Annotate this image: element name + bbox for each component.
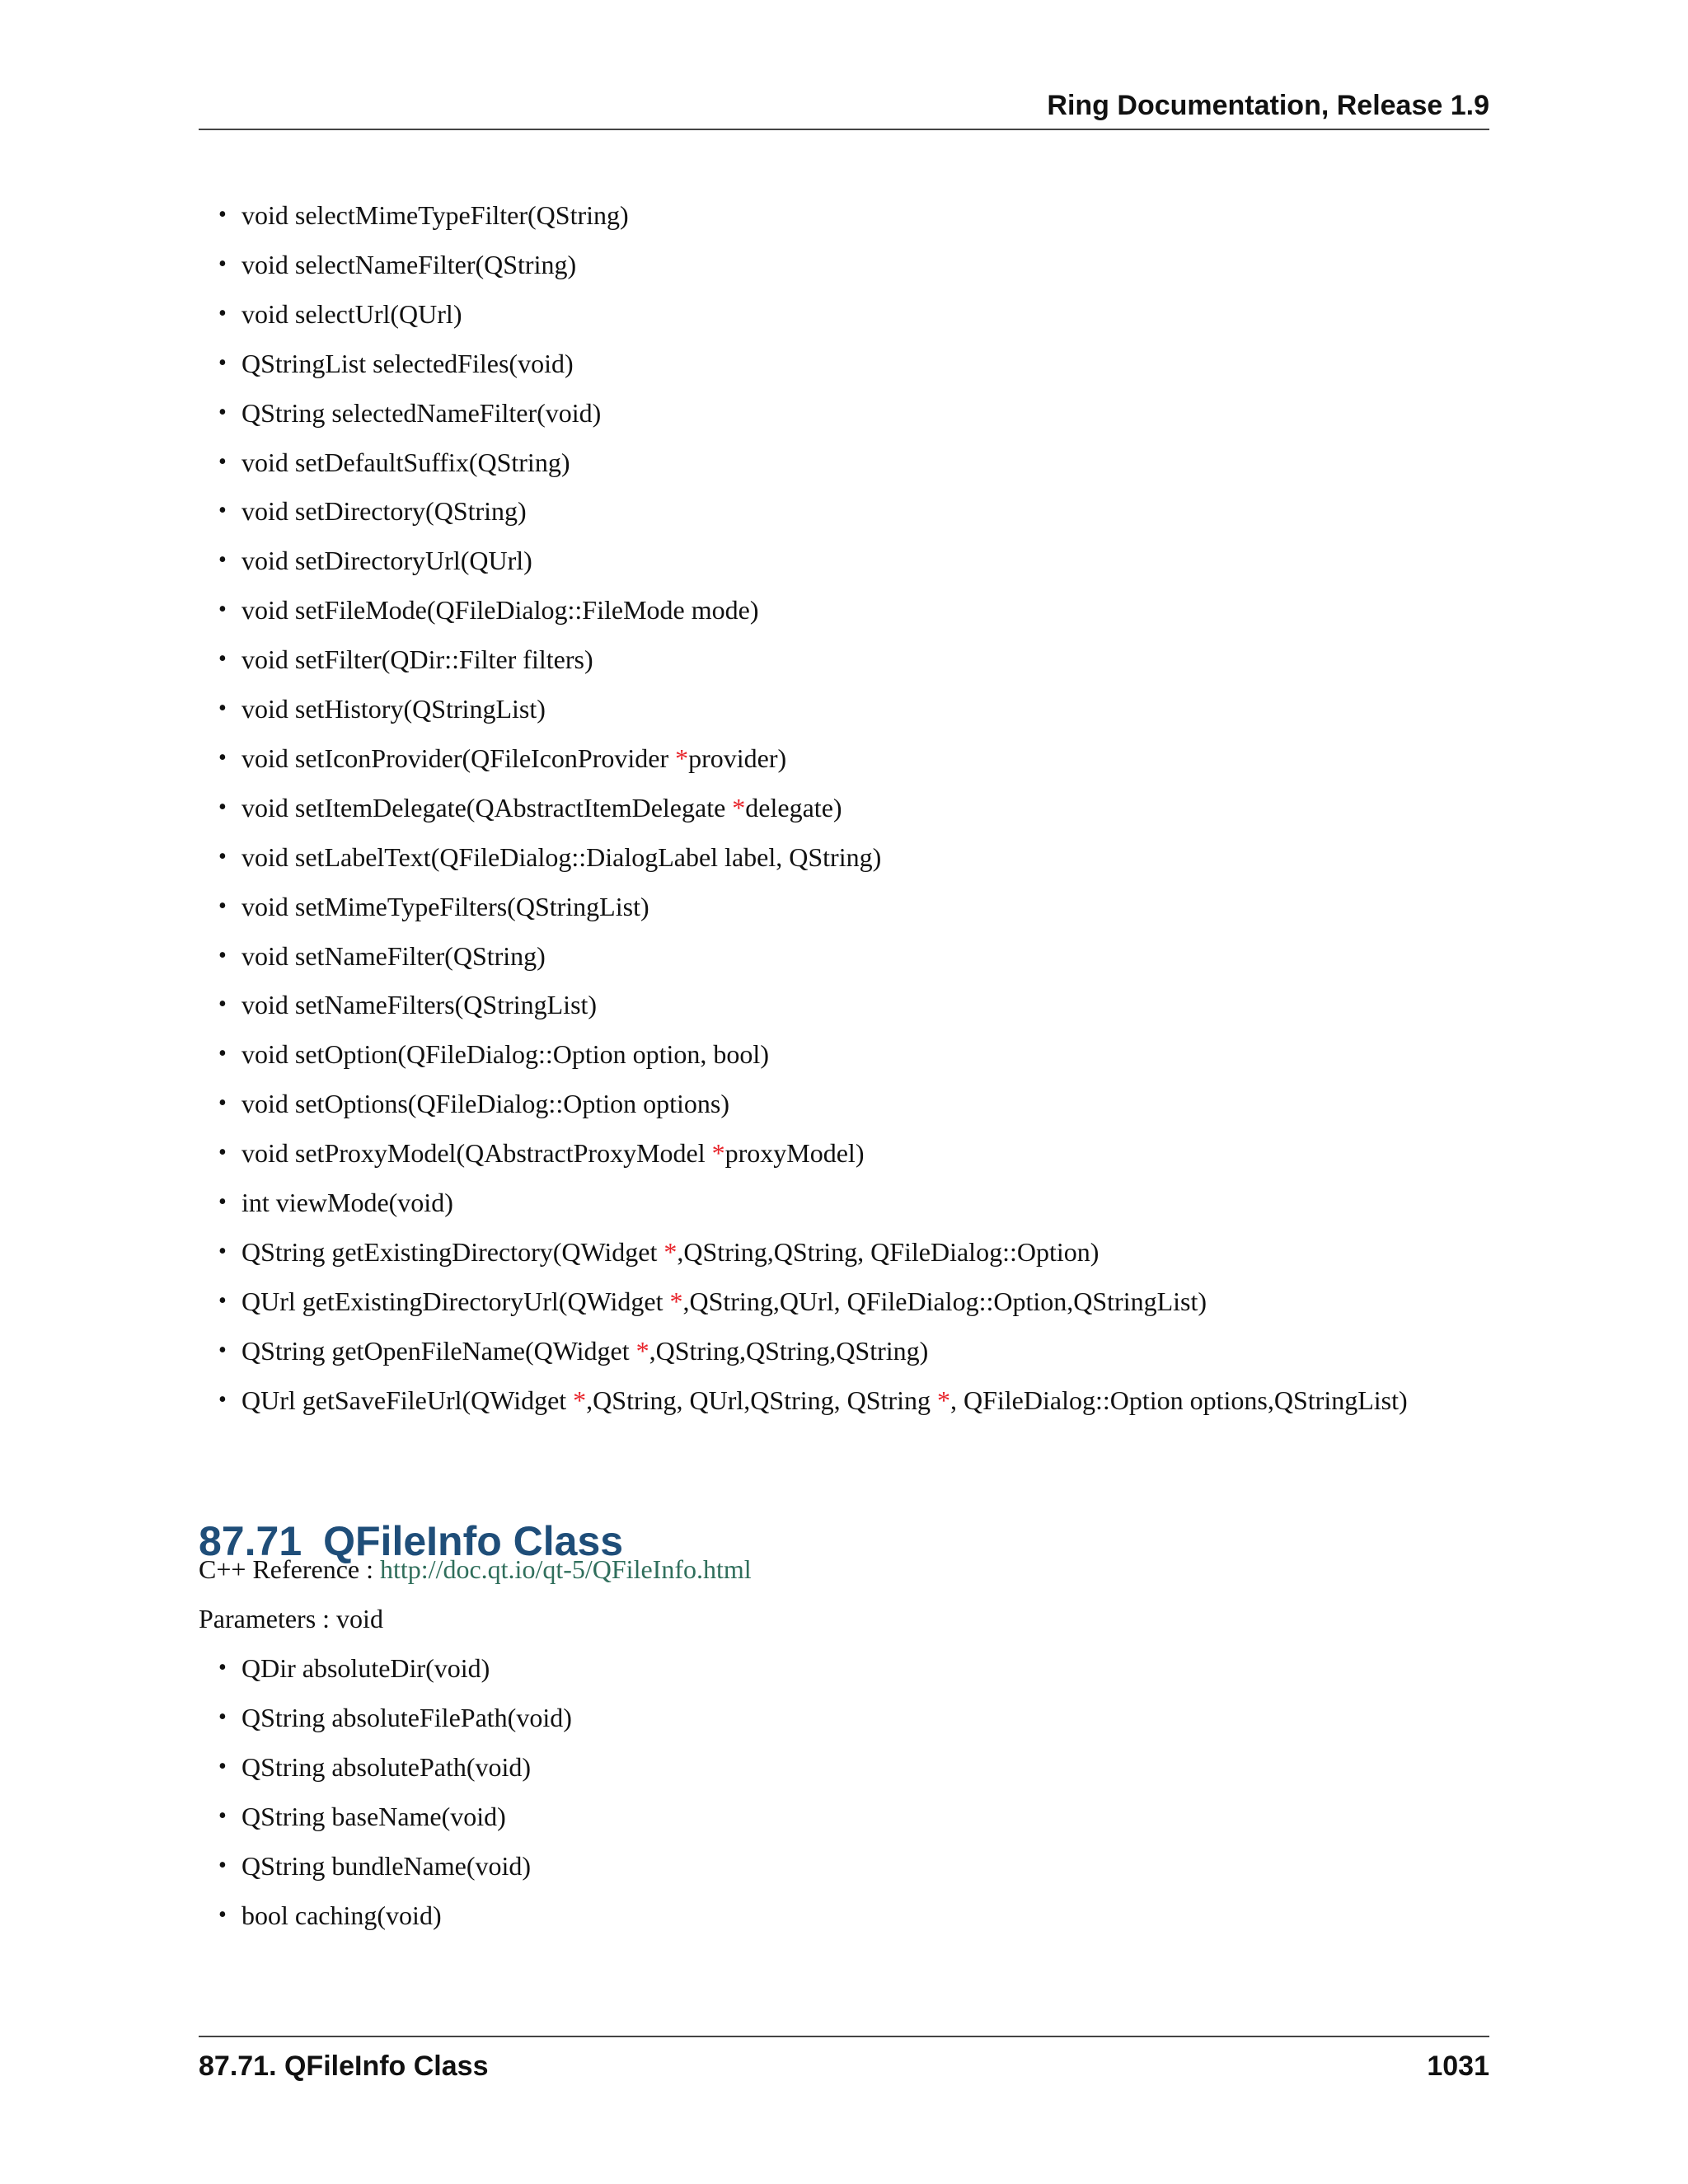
bullet-icon: • <box>218 942 227 968</box>
method-signature: void setItemDelegate(QAbstractItemDelegate *delegate) <box>241 792 842 823</box>
list-item <box>218 536 532 585</box>
list-item <box>218 733 787 783</box>
method-signature: void setHistory(QStringList) <box>241 694 546 724</box>
bullet-icon: • <box>218 1090 227 1117</box>
list-item <box>218 1277 1207 1326</box>
page-header <box>199 89 1489 130</box>
bullet-icon: • <box>218 646 227 673</box>
bullet-icon: • <box>218 1901 227 1928</box>
bullet-icon: • <box>218 1655 227 1680</box>
list-item <box>218 1079 729 1128</box>
list-item <box>218 289 462 339</box>
parameters-line: Parameters : void <box>199 1604 383 1633</box>
cpp-reference <box>199 1544 752 1594</box>
reference-link[interactable]: http://doc.qt.io/qt-5/QFileInfo.html <box>380 1554 752 1584</box>
bullet-icon: • <box>218 744 227 771</box>
method-signature: void selectNameFilter(QString) <box>241 249 577 279</box>
bullet-icon: • <box>218 1238 227 1264</box>
bullet-icon: • <box>218 794 227 820</box>
method-signature: void selectMimeTypeFilter(QString) <box>241 200 629 230</box>
list-item <box>218 1178 453 1227</box>
bullet-icon: • <box>218 1753 227 1779</box>
bullet-icon: • <box>218 300 227 326</box>
list-item <box>218 190 629 240</box>
method-signature: void setIconProvider(QFileIconProvider *provider) <box>241 743 787 773</box>
bullet-icon: • <box>218 1386 227 1413</box>
bullet-icon: • <box>218 1704 227 1730</box>
bullet-icon: • <box>218 991 227 1018</box>
bullet-icon: • <box>218 893 227 919</box>
reference-label: C++ Reference : <box>199 1554 380 1584</box>
method-signature: QString getExistingDirectory(QWidget *,QString,QString, QFileDialog::Option) <box>241 1236 1100 1267</box>
method-signature: void selectUrl(QUrl) <box>241 298 462 329</box>
list-item <box>218 1376 1408 1425</box>
bullet-icon: • <box>218 399 227 425</box>
bullet-icon: • <box>218 597 227 623</box>
list-item <box>218 1792 506 1841</box>
bullet-icon: • <box>218 1287 227 1314</box>
list-item <box>218 635 593 684</box>
list-item <box>218 1227 1100 1277</box>
list-item <box>218 783 842 832</box>
list-item <box>218 684 546 733</box>
bullet-icon: • <box>218 1140 227 1166</box>
list-item <box>218 980 598 1029</box>
bullet-icon: • <box>218 1041 227 1067</box>
bullet-icon: • <box>218 498 227 524</box>
bullet-icon: • <box>218 1852 227 1878</box>
list-item <box>218 388 602 438</box>
method-signature: QString getOpenFileName(QWidget *,QString,QString,QString) <box>241 1335 929 1366</box>
method-signature: void setMimeTypeFilters(QStringList) <box>241 891 649 921</box>
list-item <box>218 882 649 931</box>
method-signature: int viewMode(void) <box>241 1188 453 1217</box>
document-title: Ring Documentation, Release 1.9 <box>1047 90 1489 121</box>
list-item <box>218 486 527 536</box>
page-number: 1031 <box>1427 2050 1489 2082</box>
bullet-icon: • <box>218 251 227 277</box>
method-signature: QStringList selectedFiles(void) <box>241 348 574 378</box>
bullet-icon: • <box>218 1337 227 1363</box>
list-item <box>218 1029 769 1079</box>
bullet-icon: • <box>218 696 227 721</box>
method-signature: void setNameFilters(QStringList) <box>241 990 598 1020</box>
method-signature: QDir absoluteDir(void) <box>241 1653 490 1683</box>
method-signature: QUrl getExistingDirectoryUrl(QWidget *,QString,QUrl, QFileDialog::Option,QStringList) <box>241 1286 1207 1316</box>
bullet-icon: • <box>218 349 227 376</box>
list-item <box>218 1643 490 1693</box>
section-number: 87.71 <box>199 1517 302 1564</box>
method-signature: void setFilter(QDir::Filter filters) <box>241 644 593 675</box>
method-signature: QString absolutePath(void) <box>241 1751 532 1782</box>
list-item <box>218 585 759 635</box>
list-item <box>218 931 546 981</box>
method-signature: void setDirectoryUrl(QUrl) <box>241 546 532 576</box>
method-signature: QString baseName(void) <box>241 1801 506 1831</box>
footer-section-label: 87.71. QFileInfo Class <box>199 2050 489 2082</box>
list-item <box>218 1891 442 1940</box>
list-item <box>218 339 574 388</box>
method-signature: QString absoluteFilePath(void) <box>241 1702 572 1732</box>
list-item <box>218 1742 532 1792</box>
method-signature: void setOptions(QFileDialog::Option options) <box>241 1089 729 1119</box>
page-footer <box>199 2036 1489 2095</box>
list-item <box>218 240 577 289</box>
method-signature: void setProxyModel(QAbstractProxyModel *proxyModel) <box>241 1138 865 1169</box>
bullet-icon: • <box>218 1802 227 1829</box>
list-item <box>218 1693 572 1742</box>
method-signature: void setFileMode(QFileDialog::FileMode mode) <box>241 595 759 626</box>
section-title: QFileInfo Class <box>323 1517 624 1564</box>
bullet-icon: • <box>218 202 227 227</box>
bullet-icon: • <box>218 843 227 869</box>
method-signature: QUrl getSaveFileUrl(QWidget *,QString, QUrl,QString, QString *, QFileDialog::Option options,QStringList) <box>241 1385 1408 1415</box>
method-signature: void setDefaultSuffix(QString) <box>241 447 570 477</box>
method-signature: QString bundleName(void) <box>241 1850 532 1881</box>
method-signature: void setLabelText(QFileDialog::DialogLabel label, QString) <box>241 841 882 872</box>
method-signature: void setOption(QFileDialog::Option option, bool) <box>241 1039 769 1070</box>
method-signature: void setNameFilter(QString) <box>241 940 546 971</box>
bullet-icon: • <box>218 448 227 475</box>
method-signature: void setDirectory(QString) <box>241 496 527 527</box>
list-item <box>218 832 882 882</box>
method-signature: bool caching(void) <box>241 1900 442 1930</box>
list-item <box>218 438 570 487</box>
method-signature: QString selectedNameFilter(void) <box>241 397 602 428</box>
bullet-icon: • <box>218 547 227 574</box>
bullet-icon: • <box>218 1189 227 1215</box>
list-item <box>218 1326 929 1376</box>
list-item <box>218 1841 532 1891</box>
list-item <box>218 1128 865 1178</box>
